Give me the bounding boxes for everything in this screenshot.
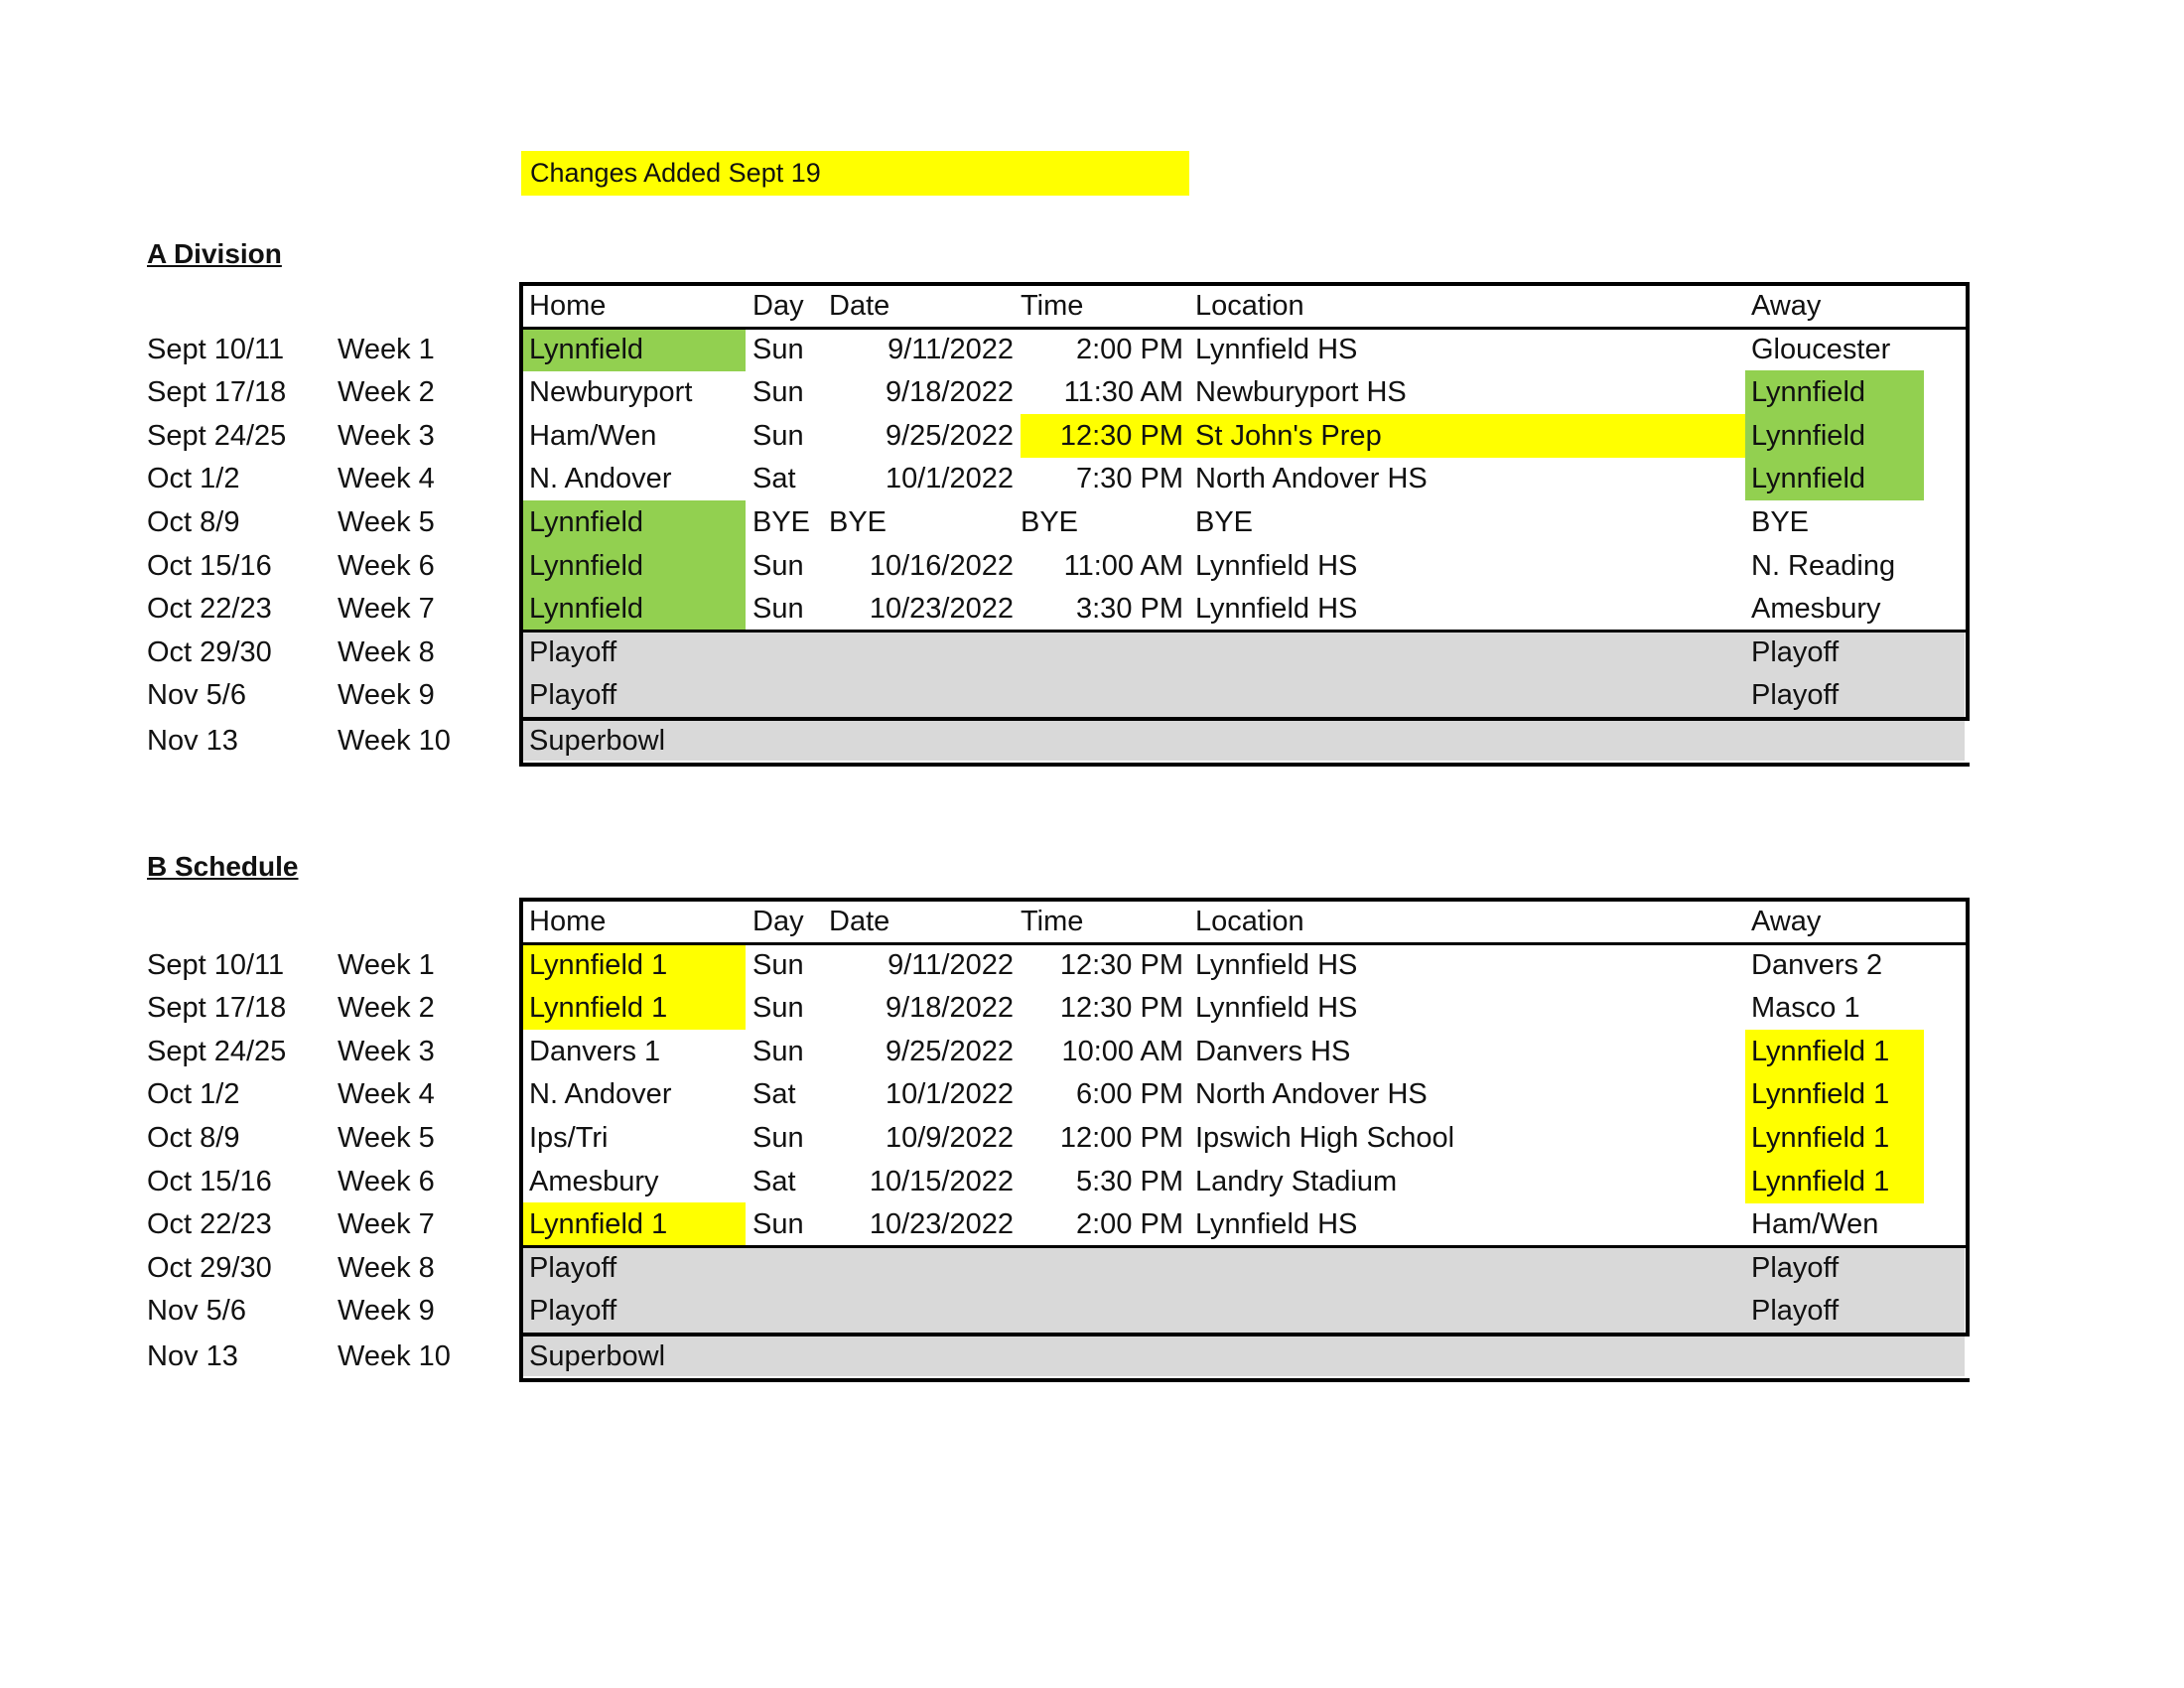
game-time: 12:30 PM <box>1059 419 1183 452</box>
game-date: 10/23/2022 <box>869 593 1014 626</box>
weekend-label: Nov 5/6 <box>147 679 246 712</box>
away-team: Lynnfield 1 <box>1745 1072 1924 1116</box>
table-frame <box>519 898 1970 1336</box>
week-label: Week 7 <box>338 593 435 626</box>
home-team: Playoff <box>529 1295 617 1328</box>
header-divider <box>519 327 1970 330</box>
week-label: Week 4 <box>338 463 435 495</box>
game-day: Sun <box>752 376 804 409</box>
game-location: Lynnfield HS <box>1195 948 1358 981</box>
away-team: BYE <box>1751 506 1810 538</box>
weekend-label: Sept 17/18 <box>147 992 287 1025</box>
header-home: Home <box>529 290 607 322</box>
home-team: Danvers 1 <box>529 1035 661 1067</box>
game-day: Sun <box>752 549 804 582</box>
game-time: 7:30 PM <box>1076 463 1183 495</box>
home-team: Lynnfield 1 <box>523 986 746 1030</box>
game-location: Lynnfield HS <box>1195 992 1358 1025</box>
home-team: Lynnfield <box>523 328 746 371</box>
weekend-label: Nov 5/6 <box>147 1295 246 1328</box>
playoff-divider <box>519 630 1970 633</box>
game-date: 9/11/2022 <box>887 948 1014 981</box>
playoff-divider <box>519 1245 1970 1248</box>
header-day: Day <box>752 906 804 937</box>
superbowl-left-border <box>519 717 523 766</box>
weekend-label: Oct 8/9 <box>147 1122 240 1154</box>
week-label: Week 10 <box>338 725 451 757</box>
home-team: Newburyport <box>529 376 693 409</box>
game-location: Ipswich High School <box>1195 1122 1455 1154</box>
weekend-label: Oct 29/30 <box>147 635 272 668</box>
game-date: BYE <box>829 506 887 538</box>
game-time: 12:30 PM <box>1059 948 1183 981</box>
game-time: 12:00 PM <box>1059 1122 1183 1154</box>
weekend-label: Oct 1/2 <box>147 1078 240 1111</box>
game-time: 10:00 AM <box>1061 1035 1183 1067</box>
game-date: 10/16/2022 <box>869 549 1014 582</box>
week-label: Week 1 <box>338 333 435 365</box>
header-date: Date <box>829 290 890 322</box>
away-team: Lynnfield 1 <box>1745 1116 1924 1160</box>
superbowl-label: Superbowl <box>529 725 666 757</box>
week-label: Week 5 <box>338 1122 435 1154</box>
game-location: St John's Prep <box>1195 419 1382 452</box>
header-away: Away <box>1751 906 1822 937</box>
home-team: Ham/Wen <box>529 419 657 452</box>
week-label: Week 10 <box>338 1340 451 1372</box>
game-day: BYE <box>752 506 811 538</box>
week-label: Week 6 <box>338 1165 435 1197</box>
game-location: Lynnfield HS <box>1195 593 1358 626</box>
game-day: Sun <box>752 333 804 365</box>
home-team: Playoff <box>529 679 617 712</box>
superbowl-bottom-border <box>519 1378 1970 1382</box>
game-time: 3:30 PM <box>1076 593 1183 626</box>
home-team: N. Andover <box>529 463 672 495</box>
game-date: 9/25/2022 <box>885 1035 1014 1067</box>
game-date: 9/18/2022 <box>885 992 1014 1025</box>
weekend-label: Oct 8/9 <box>147 506 240 538</box>
week-label: Week 2 <box>338 992 435 1025</box>
game-location: BYE <box>1195 506 1254 538</box>
week-label: Week 6 <box>338 549 435 582</box>
away-team: Lynnfield <box>1745 414 1924 458</box>
game-time: 2:00 PM <box>1076 333 1183 365</box>
away-team: Playoff <box>1751 1295 1840 1328</box>
superbowl-bottom-border <box>519 763 1970 767</box>
header-location: Location <box>1195 906 1304 937</box>
away-team: Lynnfield 1 <box>1745 1030 1924 1073</box>
game-time: 2:00 PM <box>1076 1208 1183 1241</box>
home-team: N. Andover <box>529 1078 672 1111</box>
game-location: Lynnfield HS <box>1195 333 1358 365</box>
away-team: Lynnfield 1 <box>1745 1160 1924 1203</box>
game-day: Sun <box>752 593 804 626</box>
game-date: 9/18/2022 <box>885 376 1014 409</box>
week-label: Week 1 <box>338 948 435 981</box>
game-time: 11:00 AM <box>1063 549 1183 582</box>
away-team: Amesbury <box>1751 593 1881 626</box>
superbowl-row <box>0 1335 2184 1378</box>
weekend-label: Sept 24/25 <box>147 1035 287 1067</box>
weekend-label: Sept 17/18 <box>147 376 287 409</box>
weekend-label: Sept 10/11 <box>147 948 285 981</box>
home-team: Ips/Tri <box>529 1122 609 1154</box>
game-time: 5:30 PM <box>1076 1165 1183 1197</box>
home-team: Lynnfield <box>523 500 746 544</box>
week-label: Week 9 <box>338 1295 435 1328</box>
week-label: Week 5 <box>338 506 435 538</box>
week-label: Week 9 <box>338 679 435 712</box>
away-team: N. Reading <box>1751 549 1896 582</box>
game-day: Sat <box>752 1165 796 1197</box>
away-team: Danvers 2 <box>1751 948 1883 981</box>
home-team: Lynnfield <box>523 587 746 631</box>
week-label: Week 4 <box>338 1078 435 1111</box>
game-day: Sun <box>752 948 804 981</box>
header-day: Day <box>752 290 804 322</box>
week-label: Week 8 <box>338 635 435 668</box>
game-location: Danvers HS <box>1195 1035 1351 1067</box>
weekend-label: Oct 15/16 <box>147 1165 272 1197</box>
game-date: 10/1/2022 <box>885 1078 1014 1111</box>
home-team: Lynnfield <box>523 544 746 588</box>
header-home: Home <box>529 906 607 937</box>
home-team: Lynnfield 1 <box>523 943 746 987</box>
header-date: Date <box>829 906 890 937</box>
game-day: Sat <box>752 1078 796 1111</box>
changes-banner: Changes Added Sept 19 <box>521 151 1189 196</box>
away-team: Playoff <box>1751 1251 1840 1284</box>
away-team: Gloucester <box>1751 333 1891 365</box>
game-date: 10/23/2022 <box>869 1208 1014 1241</box>
week-label: Week 2 <box>338 376 435 409</box>
game-day: Sun <box>752 992 804 1025</box>
away-team: Playoff <box>1751 679 1840 712</box>
away-team: Ham/Wen <box>1751 1208 1879 1241</box>
header-time: Time <box>1021 906 1084 937</box>
weekend-label: Oct 1/2 <box>147 463 240 495</box>
game-location: Newburyport HS <box>1195 376 1407 409</box>
week-label: Week 8 <box>338 1251 435 1284</box>
game-time: BYE <box>1021 506 1079 538</box>
game-location: North Andover HS <box>1195 463 1428 495</box>
game-day: Sun <box>752 1208 804 1241</box>
away-team: Lynnfield <box>1745 457 1924 500</box>
game-date: 9/25/2022 <box>885 419 1014 452</box>
header-location: Location <box>1195 290 1304 322</box>
game-location: Landry Stadium <box>1195 1165 1398 1197</box>
away-team: Masco 1 <box>1751 992 1860 1025</box>
game-day: Sun <box>752 1035 804 1067</box>
header-time: Time <box>1021 290 1084 322</box>
home-team: Amesbury <box>529 1165 659 1197</box>
b-schedule-heading: B Schedule <box>147 851 299 882</box>
game-location: Lynnfield HS <box>1195 1208 1358 1241</box>
weekend-label: Sept 24/25 <box>147 419 287 452</box>
game-time: 11:30 AM <box>1063 376 1183 409</box>
week-label: Week 3 <box>338 1035 435 1067</box>
game-location: Lynnfield HS <box>1195 549 1358 582</box>
game-date: 10/15/2022 <box>869 1165 1014 1197</box>
weekend-label: Oct 15/16 <box>147 549 272 582</box>
superbowl-row <box>0 719 2184 763</box>
weekend-label: Nov 13 <box>147 725 238 757</box>
game-day: Sun <box>752 1122 804 1154</box>
table-frame <box>519 282 1970 721</box>
game-time: 6:00 PM <box>1076 1078 1183 1111</box>
header-away: Away <box>1751 290 1822 322</box>
game-date: 10/1/2022 <box>885 463 1014 495</box>
weekend-label: Sept 10/11 <box>147 333 285 365</box>
home-team: Playoff <box>529 1251 617 1284</box>
game-day: Sat <box>752 463 796 495</box>
game-day: Sun <box>752 419 804 452</box>
away-team: Playoff <box>1751 635 1840 668</box>
superbowl-label: Superbowl <box>529 1340 666 1372</box>
game-date: 10/9/2022 <box>885 1122 1014 1154</box>
weekend-label: Oct 29/30 <box>147 1251 272 1284</box>
game-time: 12:30 PM <box>1059 992 1183 1025</box>
game-location: North Andover HS <box>1195 1078 1428 1111</box>
weekend-label: Oct 22/23 <box>147 593 272 626</box>
game-date: 9/11/2022 <box>887 333 1014 365</box>
weekend-label: Oct 22/23 <box>147 1208 272 1241</box>
a-division-heading: A Division <box>147 238 282 269</box>
week-label: Week 7 <box>338 1208 435 1241</box>
away-team: Lynnfield <box>1745 370 1924 414</box>
week-label: Week 3 <box>338 419 435 452</box>
superbowl-left-border <box>519 1333 523 1381</box>
home-team: Lynnfield 1 <box>523 1202 746 1246</box>
weekend-label: Nov 13 <box>147 1340 238 1372</box>
home-team: Playoff <box>529 635 617 668</box>
header-divider <box>519 942 1970 945</box>
